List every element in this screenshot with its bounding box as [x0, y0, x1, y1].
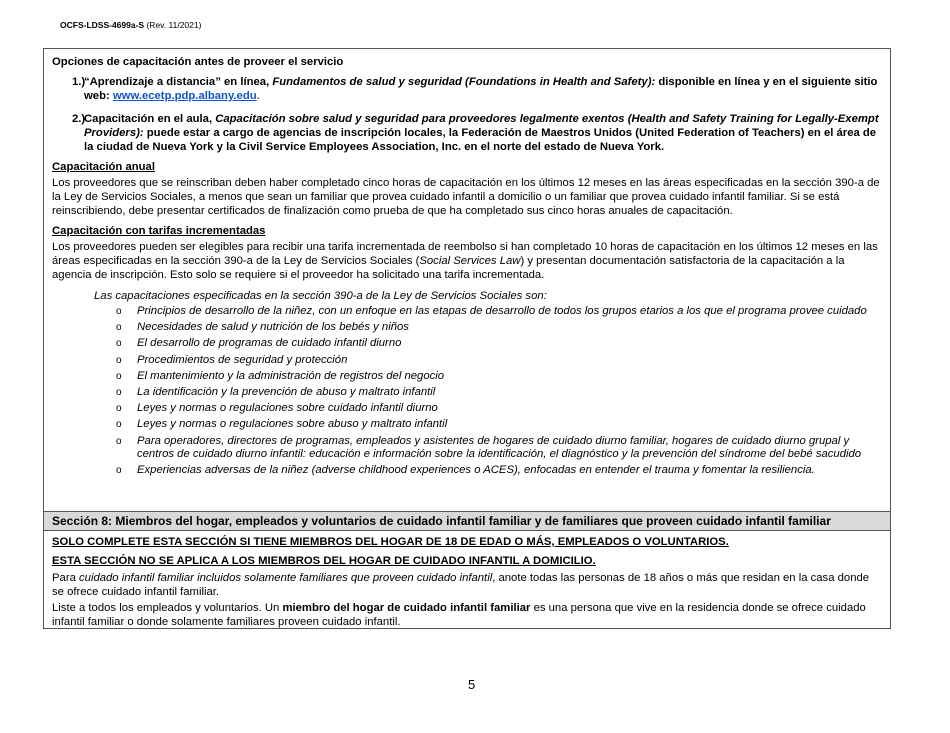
content-frame — [43, 48, 891, 629]
option-2-number: 2.) — [72, 113, 86, 125]
bullet-circle-icon: o — [116, 435, 122, 447]
option-1-lead: “Aprendizaje a distancia” en línea, — [84, 76, 270, 88]
list-item-text: Principios de desarrollo de la niñez, con un enfoque en las etapas de desarrollo de todos los grupos etarios a los que el programa provee cuidado — [137, 305, 867, 317]
option-2-lead: Capacitación en el aula, — [84, 113, 213, 125]
list-item — [116, 305, 882, 319]
list-item-text: El mantenimiento y la administración de registros del negocio — [137, 369, 445, 382]
form-revision: (Rev. 11/2021) — [146, 20, 202, 30]
option-2-title: Capacitación sobre salud y seguridad para proveedores legalmente exentos (Health and Safety Training for Legally-Exempt Providers): — [84, 113, 879, 139]
training-option-2 — [72, 112, 882, 154]
list-item-text: Necesidades de salud y nutrición de los bebés y niños — [137, 321, 409, 334]
bullet-circle-icon: o — [116, 338, 122, 350]
list-item-text: Leyes y normas o regulaciones sobre cuidado infantil diurno — [137, 402, 438, 415]
list-item-text: La identificación y la prevención de abuso y maltrato infantil — [137, 385, 436, 398]
list-item-text: Leyes y normas o regulaciones sobre abuso y maltrato infantil — [137, 418, 448, 431]
bullet-circle-icon: o — [116, 370, 122, 382]
enhanced-text-1: Los proveedores pueden ser elegibles para recibir una tarifa incrementada de reembolso si han completado 10 horas de capacitación en los últimos 12 meses en las áreas especificadas en la sección 390-a de la Ley de Servicios Sociales ( — [52, 241, 878, 267]
training-options-heading: Opciones de capacitación antes de proveer el servicio — [52, 56, 344, 68]
p2-start: Liste a todos los empleados y voluntarios. Un — [52, 602, 280, 614]
annual-training-text: Los proveedores que se reinscriban deben haber completado cinco horas de capacitación en los últimos 12 meses en las áreas especificadas en la sección 390-a de la Ley de Servicios Sociales, a menos que sean un familiar que provea cuidado infantil a domicilio o un familiar que provea cuidado infantil familiar. Si se está reinscribiendo, debe presentar certificados de finalización como prueba de que ha completado sus cinco horas anuales de capacitación. — [52, 177, 880, 217]
option-1-rest: disponible en línea y en el siguiente sitio web: — [84, 76, 878, 102]
form-code-header — [60, 20, 201, 30]
list-item — [116, 386, 882, 400]
section-8-notice-1: SOLO COMPLETE ESTA SECCIÓN SI TIENE MIEMBROS DEL HOGAR DE 18 DE EDAD O MÁS, EMPLEADOS O VOLUNTARIOS. — [52, 536, 729, 548]
bullet-circle-icon: o — [116, 322, 122, 334]
training-topics-list — [116, 305, 882, 480]
list-item — [116, 435, 882, 462]
bullet-circle-icon: o — [116, 465, 122, 477]
section-8-paragraph-2 — [52, 601, 882, 629]
p2-end: es una persona que vive en la residencia donde se ofrece cuidado infantil familiar o donde solamente familiares proveen cuidado infantil. — [52, 602, 866, 628]
option-2-rest: puede estar a cargo de agencias de inscripción locales, la Federación de Maestros Unidos (United Federation of Teachers) en el área de la ciudad de Nueva York y la Civil Service Employees Association, Inc. en el norte del estado de Nueva York. — [84, 127, 877, 153]
bullet-circle-icon: o — [116, 419, 122, 431]
form-code: OCFS-LDSS-4699a-S — [60, 20, 145, 30]
page-number: 5 — [468, 677, 476, 692]
bullet-circle-icon: o — [116, 386, 122, 398]
p1-start: Para — [52, 572, 76, 584]
list-item — [116, 418, 882, 432]
bullet-circle-icon: o — [116, 403, 122, 415]
option-1-end: . — [256, 90, 260, 102]
list-item — [116, 370, 882, 384]
list-item — [116, 354, 882, 368]
list-item — [116, 321, 882, 335]
trainings-intro: Las capacitaciones especificadas en la sección 390-a de la Ley de Servicios Sociales son: — [94, 290, 547, 302]
p1-italic: cuidado infantil familiar incluidos solamente familiares que proveen cuidado infantil — [79, 572, 493, 584]
training-option-1 — [72, 75, 882, 103]
enhanced-text-2: ) y presentan documentación satisfactoria de la capacitación a la agencia de inscripción. Esto solo se requiere si el proveedor ha solicitado una tarifa incrementada. — [52, 255, 845, 281]
list-item-text: Procedimientos de seguridad y protección — [137, 353, 348, 366]
list-item-text: Para operadores, directores de programas, empleados y asistentes de hogares de cuidado diurno familiar, hogares de cuidado diurno grupal y centros de cuidado diurno infantil: educación e información sobre la identificación, el diagnóstico y la prevención del síndrome del bebé sacudido — [137, 434, 862, 461]
bullet-circle-icon: o — [116, 306, 122, 317]
enhanced-rate-text — [52, 240, 882, 282]
option-1-title: Fundamentos de salud y seguridad (Foundations in Health and Safety): — [272, 76, 656, 88]
list-item — [116, 337, 882, 351]
list-item — [116, 402, 882, 416]
section-8-paragraph-1 — [52, 571, 882, 599]
p2-bold: miembro del hogar de cuidado infantil familiar — [282, 602, 531, 614]
list-item — [116, 464, 882, 478]
social-services-law: Social Services Law — [419, 255, 521, 267]
section-8-title: Sección 8: Miembros del hogar, empleados y voluntarios de cuidado infantil familiar y de familiares que proveen cuidado infantil familiar — [44, 511, 890, 531]
option-1-number: 1.) — [72, 76, 86, 88]
ecetp-link[interactable]: www.ecetp.pdp.albany.edu — [112, 90, 257, 102]
bullet-circle-icon: o — [116, 354, 122, 366]
p1-end: , anote todas las personas de 18 años o más que residan en la casa donde se ofrece cuidado infantil familiar. — [52, 572, 870, 598]
section-8-notice-2: ESTA SECCIÓN NO SE APLICA A LOS MIEMBROS DEL HOGAR DE CUIDADO INFANTIL A DOMICILIO. — [52, 555, 596, 567]
enhanced-rate-heading: Capacitación con tarifas incrementadas — [52, 225, 266, 237]
list-item-text: Experiencias adversas de la niñez (adverse childhood experiences o ACES), enfocadas en entender el trauma y fomentar la resiliencia. — [137, 464, 815, 477]
annual-training-heading: Capacitación anual — [52, 161, 155, 173]
list-item-text: El desarrollo de programas de cuidado infantil diurno — [137, 337, 402, 350]
